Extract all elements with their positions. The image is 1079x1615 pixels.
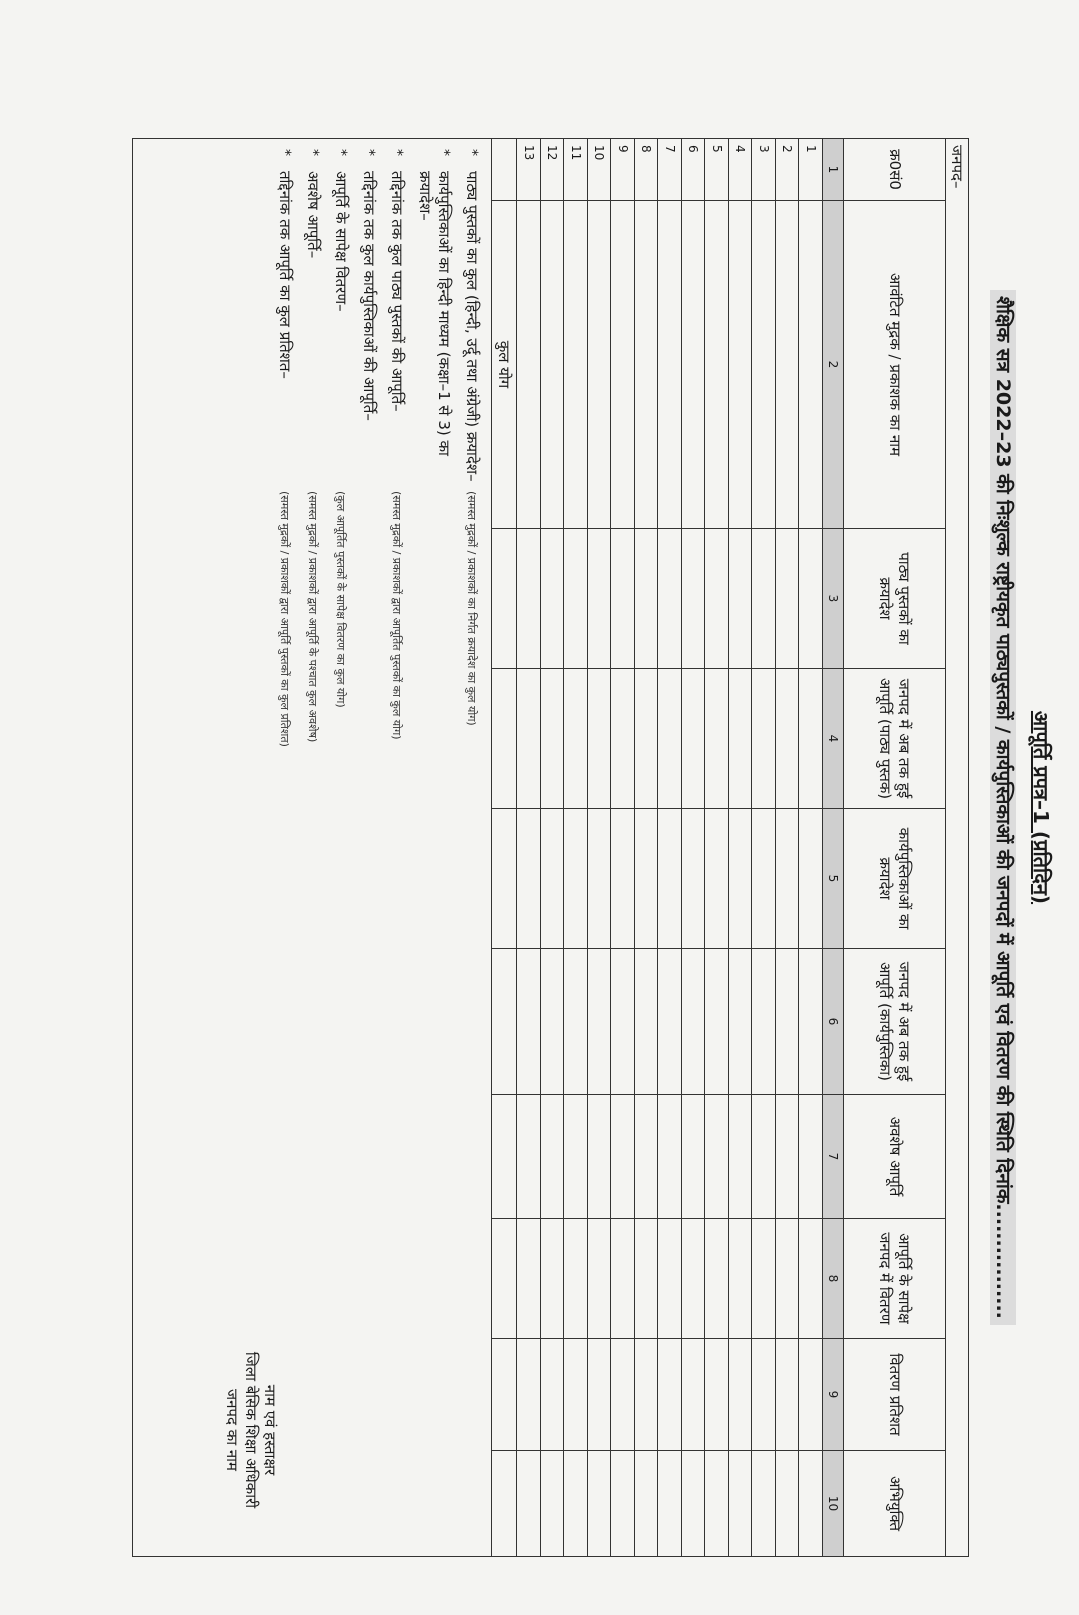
empty-cell[interactable] (658, 1339, 682, 1451)
signature-name-line: नाम एवं हस्ताक्षर (261, 1384, 279, 1476)
empty-cell[interactable] (611, 1095, 635, 1219)
empty-cell[interactable] (799, 949, 823, 1095)
district-label: जनपद– (946, 139, 969, 1557)
serial-number: 4 (729, 139, 753, 201)
empty-cell[interactable] (492, 1339, 517, 1451)
empty-cell[interactable] (492, 1095, 517, 1219)
serial-number: 3 (752, 139, 776, 201)
empty-cell[interactable] (705, 669, 729, 809)
table-row (611, 139, 635, 1557)
empty-cell[interactable] (635, 669, 659, 809)
empty-cell[interactable] (799, 1339, 823, 1451)
summary-note: (कुल आपूर्तित पुस्तकों के सापेक्ष वितरण का कुल योग) (334, 491, 348, 708)
column-number: 9 (823, 1339, 844, 1451)
table-row (729, 139, 753, 1557)
empty-cell[interactable] (729, 669, 753, 809)
column-header: क्र0सं0 (844, 139, 946, 201)
empty-cell[interactable] (752, 201, 776, 529)
serial-number: 5 (705, 139, 729, 201)
empty-cell[interactable] (517, 949, 541, 1095)
empty-cell[interactable] (635, 529, 659, 669)
empty-cell[interactable] (564, 201, 588, 529)
total-row (492, 139, 517, 1557)
column-number: 6 (823, 949, 844, 1095)
empty-cell[interactable] (752, 529, 776, 669)
empty-cell (492, 139, 517, 201)
summary-item (416, 149, 454, 1556)
empty-cell[interactable] (658, 1095, 682, 1219)
serial-number: 12 (541, 139, 565, 201)
summary-label: कार्यपुस्तिकाओं का हिन्दी माध्यम (कक्षा–1 से 3) का क्रयादेश– (416, 171, 454, 456)
column-number: 2 (823, 201, 844, 529)
summary-label: तद्दिनांक तक आपूर्ति का कुल प्रतिशत– (276, 171, 295, 379)
empty-cell[interactable] (776, 1219, 800, 1339)
empty-cell[interactable] (541, 1095, 565, 1219)
empty-cell[interactable] (705, 201, 729, 529)
empty-cell[interactable] (517, 201, 541, 529)
empty-cell[interactable] (517, 529, 541, 669)
column-header: वितरण प्रतिशत (844, 1339, 946, 1451)
empty-cell[interactable] (564, 949, 588, 1095)
empty-cell[interactable] (682, 669, 706, 809)
empty-cell[interactable] (776, 669, 800, 809)
empty-cell[interactable] (541, 1339, 565, 1451)
empty-cell[interactable] (611, 1451, 635, 1557)
summary-row (133, 139, 492, 1557)
empty-cell[interactable] (682, 1095, 706, 1219)
empty-cell[interactable] (705, 1219, 729, 1339)
signature-officer-line: जिला बेसिक शिक्षा अधिकारी (242, 1351, 260, 1509)
empty-cell[interactable] (658, 809, 682, 949)
empty-cell[interactable] (635, 809, 659, 949)
empty-cell[interactable] (776, 1095, 800, 1219)
empty-cell[interactable] (492, 529, 517, 669)
header-row (844, 139, 946, 1557)
empty-cell[interactable] (564, 809, 588, 949)
empty-cell[interactable] (492, 1219, 517, 1339)
table-row (635, 139, 659, 1557)
total-label: कुल योग (492, 201, 517, 529)
empty-cell[interactable] (705, 1339, 729, 1451)
table-row (799, 139, 823, 1557)
empty-cell[interactable] (564, 1095, 588, 1219)
empty-cell[interactable] (611, 669, 635, 809)
empty-cell[interactable] (682, 529, 706, 669)
empty-cell[interactable] (705, 1451, 729, 1557)
signature-district-line: जनपद का नाम (223, 1388, 241, 1472)
summary-label: पाठ्य पुस्तकों का कुल (हिन्दी, उर्दू तथा अंग्रेजी) क्रयादेश– (463, 171, 482, 482)
empty-cell[interactable] (517, 1219, 541, 1339)
empty-cell[interactable] (776, 201, 800, 529)
empty-cell[interactable] (729, 1339, 753, 1451)
table-row (705, 139, 729, 1557)
empty-cell[interactable] (729, 949, 753, 1095)
empty-cell[interactable] (776, 809, 800, 949)
column-number: 7 (823, 1095, 844, 1219)
empty-cell[interactable] (588, 201, 612, 529)
column-number: 3 (823, 529, 844, 669)
serial-number: 1 (799, 139, 823, 201)
empty-cell[interactable] (799, 201, 823, 529)
empty-cell[interactable] (658, 669, 682, 809)
empty-cell[interactable] (682, 809, 706, 949)
column-header: जनपद में अब तक हुई आपूर्ति (कार्यपुस्तिका) (844, 949, 946, 1095)
column-header: अवशेष आपूर्ति (844, 1095, 946, 1219)
empty-cell[interactable] (705, 1095, 729, 1219)
empty-cell[interactable] (776, 529, 800, 669)
empty-cell[interactable] (799, 1451, 823, 1557)
column-header: अभियुक्ति (844, 1451, 946, 1557)
table-row (682, 139, 706, 1557)
empty-cell[interactable] (564, 1219, 588, 1339)
summary-item (463, 149, 482, 1556)
serial-number: 6 (682, 139, 706, 201)
serial-number: 10 (588, 139, 612, 201)
empty-cell[interactable] (682, 949, 706, 1095)
empty-cell[interactable] (588, 669, 612, 809)
empty-cell[interactable] (541, 809, 565, 949)
empty-cell[interactable] (635, 201, 659, 529)
empty-cell[interactable] (611, 949, 635, 1095)
empty-cell[interactable] (492, 809, 517, 949)
serial-number: 7 (658, 139, 682, 201)
column-header: पाठ्य पुस्तकों का क्रयादेश (844, 529, 946, 669)
empty-cell[interactable] (564, 1339, 588, 1451)
empty-cell[interactable] (682, 1219, 706, 1339)
empty-cell[interactable] (682, 1339, 706, 1451)
empty-cell[interactable] (541, 1451, 565, 1557)
empty-cell[interactable] (705, 529, 729, 669)
empty-cell[interactable] (588, 529, 612, 669)
empty-cell[interactable] (729, 1095, 753, 1219)
empty-cell[interactable] (517, 1095, 541, 1219)
empty-cell[interactable] (705, 949, 729, 1095)
empty-cell[interactable] (564, 1451, 588, 1557)
summary-label: आपूर्ति के सापेक्ष वितरण– (332, 171, 351, 312)
empty-cell[interactable] (658, 1219, 682, 1339)
column-number: 1 (823, 139, 844, 201)
empty-cell[interactable] (588, 809, 612, 949)
summary-list (276, 149, 482, 1556)
empty-cell[interactable] (564, 669, 588, 809)
table-row (776, 139, 800, 1557)
serial-number: 13 (517, 139, 541, 201)
empty-cell[interactable] (752, 1339, 776, 1451)
column-header: आपूर्ति के सापेक्ष जनपद में वितरण (844, 1219, 946, 1339)
empty-cell[interactable] (799, 809, 823, 949)
empty-cell[interactable] (658, 1451, 682, 1557)
summary-note: (समस्त मुद्रकों / प्रकाशकों का निर्गत क्रयादेश का कुल योग) (465, 491, 479, 726)
empty-cell[interactable] (541, 201, 565, 529)
empty-cell[interactable] (611, 809, 635, 949)
summary-item (388, 149, 407, 1556)
empty-cell[interactable] (541, 529, 565, 669)
summary-label: तद्दिनांक तक कुल कार्यपुस्तिकाओं की आपूर्ति– (360, 171, 379, 421)
empty-cell[interactable] (588, 1339, 612, 1451)
empty-cell[interactable] (541, 669, 565, 809)
summary-item (360, 149, 379, 1556)
empty-cell[interactable] (564, 529, 588, 669)
column-number: 8 (823, 1219, 844, 1339)
form-title: आपूर्ति प्रपत्र–1 (प्रतिदिन) (1029, 710, 1053, 905)
empty-cell[interactable] (588, 949, 612, 1095)
empty-cell[interactable] (635, 949, 659, 1095)
form-subtitle: शैक्षिक सत्र 2022–23 की निःशुल्क राष्ट्रीयकृत पाठ्यपुस्तकों / कार्यपुस्तिकाओं की जनपदों में आपूर्ति एवं वितरण की स्थिति दिनांक................ (990, 290, 1016, 1325)
empty-cell[interactable] (729, 809, 753, 949)
empty-cell[interactable] (635, 1095, 659, 1219)
empty-cell[interactable] (752, 669, 776, 809)
summary-item (304, 149, 323, 1556)
summary-item (332, 149, 351, 1556)
empty-cell[interactable] (492, 949, 517, 1095)
empty-cell[interactable] (588, 1219, 612, 1339)
empty-cell[interactable] (799, 1095, 823, 1219)
signature-block (222, 1280, 279, 1580)
empty-cell[interactable] (541, 949, 565, 1095)
summary-label: तद्दिनांक तक कुल पाठ्य पुस्तकों की आपूर्ति– (388, 171, 407, 412)
serial-number: 2 (776, 139, 800, 201)
serial-number: 9 (611, 139, 635, 201)
column-number: 4 (823, 669, 844, 809)
empty-cell[interactable] (492, 1451, 517, 1557)
table-row (541, 139, 565, 1557)
empty-cell[interactable] (682, 201, 706, 529)
summary-note: (समस्त मुद्रकों / प्रकाशकों द्वारा आपूर्तित पुस्तकों का कुल योग) (390, 491, 404, 740)
table-row (752, 139, 776, 1557)
empty-cell[interactable] (705, 809, 729, 949)
column-number-row (823, 139, 844, 1557)
empty-cell[interactable] (752, 1451, 776, 1557)
empty-cell[interactable] (752, 809, 776, 949)
empty-cell[interactable] (517, 669, 541, 809)
summary-note: (समस्त मुद्रकों / प्रकाशकों द्वारा आपूर्ति पुस्तकों का कुल प्रतिशत) (278, 491, 292, 747)
empty-cell[interactable] (658, 949, 682, 1095)
empty-cell[interactable] (492, 669, 517, 809)
column-number: 5 (823, 809, 844, 949)
empty-cell[interactable] (517, 1339, 541, 1451)
empty-cell[interactable] (799, 529, 823, 669)
empty-cell[interactable] (658, 201, 682, 529)
empty-cell[interactable] (776, 949, 800, 1095)
empty-cell[interactable] (635, 1339, 659, 1451)
empty-cell[interactable] (517, 809, 541, 949)
table-row (517, 139, 541, 1557)
column-number: 10 (823, 1451, 844, 1557)
empty-cell[interactable] (799, 669, 823, 809)
table-row (564, 139, 588, 1557)
empty-cell[interactable] (729, 1451, 753, 1557)
column-header: आवंटित मुद्रक / प्रकाशक का नाम (844, 201, 946, 529)
empty-cell[interactable] (517, 1451, 541, 1557)
serial-number: 11 (564, 139, 588, 201)
empty-cell[interactable] (752, 1219, 776, 1339)
column-header: जनपद में अब तक हुई आपूर्ति (पाठ्य पुस्तक) (844, 669, 946, 809)
serial-number: 8 (635, 139, 659, 201)
empty-cell[interactable] (611, 201, 635, 529)
empty-cell[interactable] (776, 1451, 800, 1557)
column-header: कार्यपुस्तिकाओं का क्रयादेश (844, 809, 946, 949)
empty-cell[interactable] (729, 529, 753, 669)
empty-cell[interactable] (541, 1219, 565, 1339)
empty-cell[interactable] (635, 1451, 659, 1557)
empty-cell[interactable] (635, 1219, 659, 1339)
empty-cell[interactable] (611, 529, 635, 669)
empty-cell[interactable] (752, 949, 776, 1095)
summary-cell (133, 139, 492, 1557)
empty-cell[interactable] (799, 1219, 823, 1339)
summary-note: (समस्त मुद्रकों / प्रकाशकों द्वारा आपूर्ति के पश्चात कुल अवशेष) (306, 491, 320, 743)
empty-cell[interactable] (658, 529, 682, 669)
table-row (588, 139, 612, 1557)
table-row (658, 139, 682, 1557)
empty-cell[interactable] (682, 1451, 706, 1557)
empty-cell[interactable] (588, 1095, 612, 1219)
empty-cell[interactable] (776, 1339, 800, 1451)
summary-label: अवशेष आपूर्ति– (304, 171, 323, 259)
empty-cell[interactable] (588, 1451, 612, 1557)
empty-cell[interactable] (611, 1219, 635, 1339)
empty-cell[interactable] (611, 1339, 635, 1451)
empty-cell[interactable] (729, 1219, 753, 1339)
empty-cell[interactable] (752, 1095, 776, 1219)
empty-cell[interactable] (729, 201, 753, 529)
